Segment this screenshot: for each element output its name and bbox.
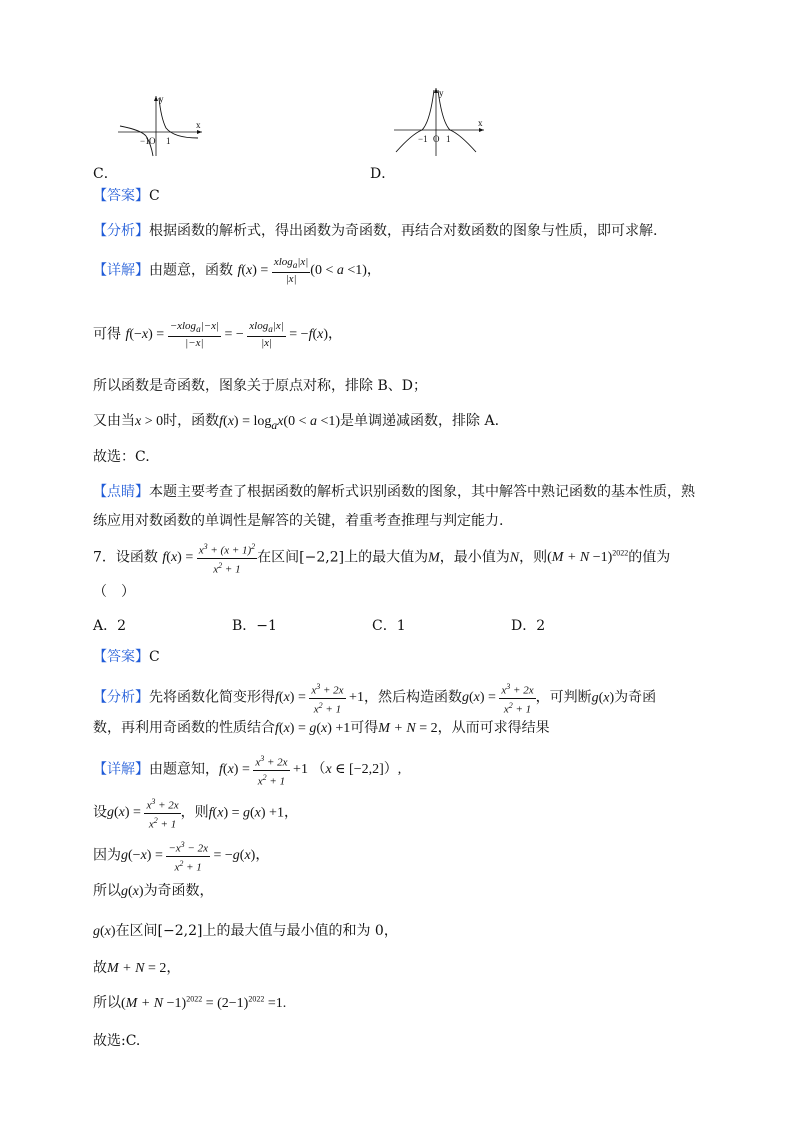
mn-text: 故	[93, 960, 107, 976]
analysis-text-3: ，可判断	[535, 689, 592, 706]
q6-analysis-line	[93, 220, 657, 240]
formula-f-neg-x: f(−x) = $\frac{-xlog_a|-x|}{|-x|}$ = − $\frac{xlog_a|x|}{|x|}$ = −f(x)，	[125, 320, 343, 350]
formula-f-detail: f(x) = $\frac{x^3 + 2x}{x^2 + 1}$ +1 （x ∈ [−2,2]）,	[219, 754, 402, 788]
detail-text-1: 由题意知，	[149, 761, 219, 778]
q6-line4	[93, 410, 499, 432]
formula-fx-def: f(x) = $\frac{xlog_a|x|}{|x|}$ (0 < a <1)，	[237, 256, 381, 286]
formula-f-g-relation: f(x) = g(x) +1，	[208, 805, 298, 821]
formula-g-def: g(x) = $\frac{x^3 + 2x}{x^2 + 1}$	[461, 682, 534, 716]
q7-detail-set	[93, 795, 298, 831]
analysis-text: 根据函数的解析式，得出函数为奇函数，再结合对数函数的图象与性质，即可求解.	[149, 223, 658, 239]
q6-line2	[93, 320, 342, 350]
q6-comment-1	[93, 481, 695, 501]
q7-detail-sum	[93, 920, 398, 940]
option-c-label: C．	[93, 166, 118, 182]
q7-detail-odd	[93, 880, 214, 900]
formula-gx-sum: g(x)	[93, 924, 116, 939]
q6-line3: 所以函数是奇函数，图象关于原点对称，排除 B、D；	[93, 378, 427, 394]
answer-tag: 【答案】	[93, 188, 149, 204]
q7-detail-because	[93, 838, 269, 874]
formula-g-neg-x: g(−x) = $\frac{-x^3 - 2x}{x^2 + 1}$ = −g(x)，	[121, 840, 270, 874]
svg-text:O: O	[433, 134, 440, 144]
q6-detail-line	[93, 256, 381, 286]
q7-stem-mid2: ，最小值为	[439, 549, 510, 566]
svg-text:1: 1	[446, 134, 451, 144]
svg-text:x: x	[196, 120, 201, 130]
graph-option-d	[392, 84, 488, 160]
odd-text-1: 所以	[93, 883, 121, 899]
q7-analysis-line2	[93, 717, 550, 737]
option-d-label: D．	[370, 166, 396, 182]
q7-choose: 故选:C.	[93, 1033, 141, 1049]
q7-answer-line	[93, 646, 160, 666]
answer-tag: 【答案】	[93, 649, 149, 665]
analysis-text-7: ，从而可求得结果	[437, 720, 550, 736]
formula-gx-odd: g(x)	[121, 884, 144, 899]
line4-prefix: 又由当	[93, 413, 135, 429]
graph-option-c	[116, 92, 206, 158]
analysis-text-4: 为奇函	[614, 689, 657, 706]
svg-text:O: O	[149, 136, 156, 146]
comment-tag: 【点睛】	[93, 484, 149, 500]
answer-value: C	[149, 188, 160, 204]
q7-option-d: D．2	[511, 618, 546, 634]
q7-paren: （ ）	[93, 584, 135, 600]
symbol-M: M	[428, 550, 440, 566]
because-text: 因为	[93, 847, 121, 864]
q7-detail-line1	[93, 752, 401, 788]
detail-tag: 【详解】	[93, 761, 149, 778]
q6-answer-line	[93, 185, 160, 205]
q7-option-a: A．2	[93, 618, 127, 634]
formula-final: $(M + N -1)^{2022} = (2-1)^{2022} =1$.	[121, 994, 287, 1011]
final-text: 所以	[93, 995, 121, 1011]
q6-choose: 故选：C.	[93, 449, 150, 465]
comment-text-1: 本题主要考查了根据函数的解析式识别函数的图象，其中解答中熟记函数的基本性质，熟	[149, 484, 695, 500]
set-text: 设	[93, 804, 107, 821]
formula-log-a: $f(x) = \log_ax(0 < a <1)$	[219, 414, 341, 432]
analysis-tag: 【分析】	[93, 689, 149, 706]
formula-g-set: g(x) = $\frac{x^3 + 2x}{x^2 + 1}$	[107, 797, 179, 831]
q7-analysis-line1	[93, 680, 656, 716]
analysis-text-5: 数，再利用奇函数的性质结合	[93, 720, 275, 736]
svg-text:y: y	[439, 88, 444, 98]
formula-f-simplified: f(x) = $\frac{x^3 + 2x}{x^2 + 1}$ +1	[275, 682, 364, 716]
svg-text:y: y	[159, 94, 164, 104]
svg-text:−1: −1	[140, 136, 150, 146]
analysis-text-1: 先将函数化简变形得	[149, 689, 275, 706]
svg-text:−1: −1	[418, 134, 428, 144]
line4-suffix: 是单调递减函数，排除 A.	[340, 413, 500, 429]
formula-MN-2: M + N = 2，	[107, 961, 181, 976]
q6-comment-2: 练应用对数函数的单调性是解答的关键，着重考查推理与判定能力.	[93, 513, 504, 529]
q7-stem-end: 的值为	[628, 549, 671, 566]
q7-stem	[93, 540, 670, 576]
analysis-tag: 【分析】	[93, 223, 149, 239]
answer-value: C	[149, 649, 160, 665]
set-text-2: ，则	[180, 804, 209, 821]
line2-prefix: 可得	[93, 326, 121, 343]
q7-stem-mid: 在区间[−2,2]上的最大值为	[257, 549, 429, 566]
q7-number: 7．设函数	[93, 549, 158, 566]
odd-text-2: 为奇函数，	[143, 883, 214, 899]
formula-MN-power: $(M + N -1)^{2022}$	[547, 548, 629, 566]
formula-q7-f: f(x) = $\frac{x^3 + (x + 1)^2}{x^2 + 1}$	[162, 542, 256, 576]
detail-tag: 【详解】	[93, 262, 149, 279]
q7-option-c: C．1	[372, 618, 406, 634]
q7-option-b: B．−1	[232, 618, 277, 634]
sum-text: 在区间[−2,2]上的最大值与最小值的和为 0，	[115, 923, 398, 939]
q7-detail-MN	[93, 957, 180, 977]
q7-stem-mid3: ，则	[519, 549, 548, 566]
symbol-N: N	[509, 550, 520, 566]
detail-prefix: 由题意，函数	[149, 262, 233, 279]
formula-M-plus-N: M + N = 2	[378, 721, 438, 736]
svg-text:1: 1	[166, 136, 171, 146]
formula-f-eq-g: f(x) = g(x) +1	[275, 721, 351, 736]
svg-text:x: x	[478, 118, 483, 128]
q7-detail-final	[93, 992, 286, 1012]
formula-x-pos: x > 0	[135, 414, 164, 429]
formula-gx: g(x)	[591, 690, 615, 706]
analysis-text-2: ，然后构造函数	[363, 689, 462, 706]
analysis-text-6: 可得	[350, 720, 379, 736]
line4-mid: 时，函数	[163, 413, 220, 429]
